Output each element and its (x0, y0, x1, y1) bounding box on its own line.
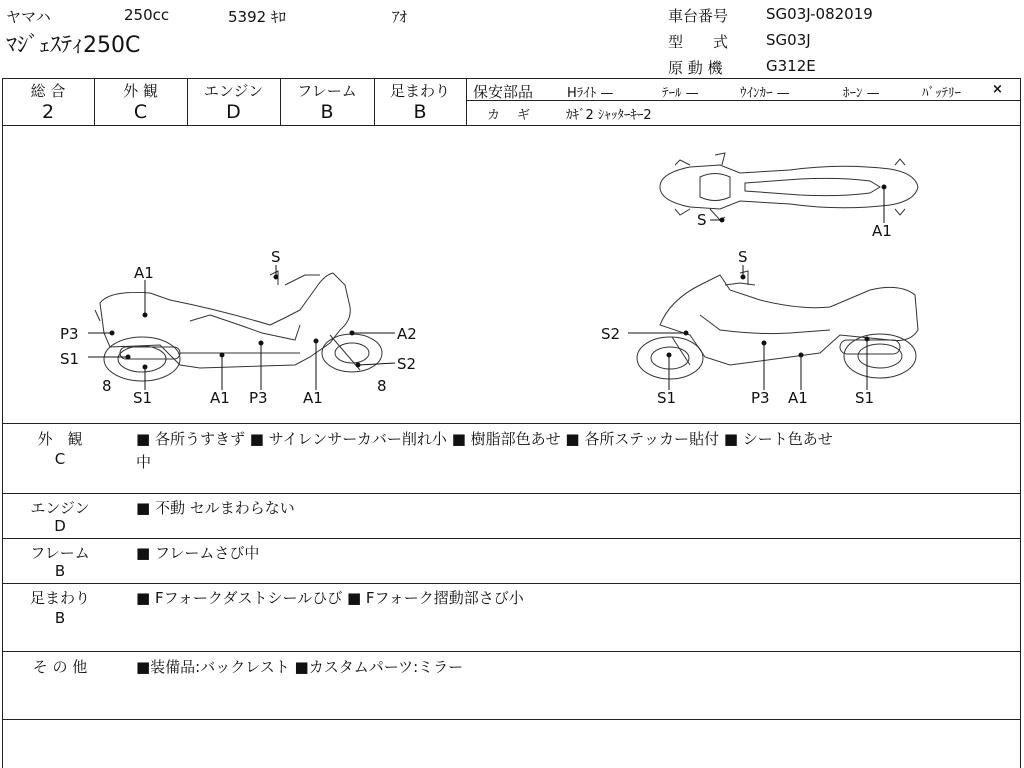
section-engine-text: ■ 不動 セルまわらない (136, 499, 295, 517)
grade-suspension-label: 足まわり (389, 82, 450, 100)
parts-winker: ｳｲﾝｶｰ — (740, 86, 790, 101)
grade-engine-label: エンジン (203, 82, 264, 100)
section-suspension-grade: B (54, 609, 66, 627)
displacement: 250cc (124, 6, 170, 24)
grade-total-label: 総 合 (30, 82, 66, 100)
color: ｱｵ (392, 8, 408, 26)
grade-exterior-value: C (133, 101, 148, 123)
section-other-text: ■装備品:バックレスト ■カスタムパーツ:ミラー (136, 658, 464, 676)
parts-tail: ﾃｰﾙ — (662, 86, 699, 101)
section-suspension-title: 足まわり (29, 589, 90, 607)
label-left-s2: S2 (397, 355, 417, 373)
label-left-a1-bottom: A1 (210, 389, 230, 407)
label-left-8: 8 (102, 377, 112, 395)
key-value: ｶｷﾞ2 ｼｬｯﾀｰｷｰ2 (566, 108, 652, 123)
section-exterior-grade: C (54, 450, 66, 468)
scooter-right-side-illustration (637, 271, 918, 379)
label-left-p3-bottom: P3 (249, 389, 268, 407)
section-frame-text: ■ フレームさび中 (136, 544, 260, 562)
type-value: SG03J (766, 31, 811, 49)
parts-battery-mark: × (992, 82, 1003, 97)
label-left-s-top: S (271, 248, 281, 266)
parts-label: 保安部品 (473, 83, 534, 101)
label-left-a2: A2 (397, 325, 417, 343)
scooter-left-side-illustration (95, 271, 382, 381)
section-suspension-text: ■ Fフォークダストシールひび ■ Fフォーク摺動部さび小 (136, 589, 524, 607)
label-right-s2: S2 (601, 325, 621, 343)
label-right-s1: S1 (657, 389, 677, 407)
section-frame-title: フレーム (30, 544, 90, 562)
maker: ヤマハ (6, 8, 51, 26)
grade-engine-value: D (226, 101, 241, 123)
type-label: 型 式 (668, 33, 729, 51)
label-top-a1: A1 (872, 222, 892, 240)
grade-suspension-value: B (413, 101, 427, 123)
label-left-8-right: 8 (377, 377, 387, 395)
label-right-p3: P3 (751, 389, 770, 407)
grade-frame-label: フレーム (297, 82, 357, 100)
label-right-s: S (738, 248, 748, 266)
label-left-p3: P3 (60, 325, 79, 343)
section-exterior-text2: 中 (136, 453, 152, 471)
damage-diagram (0, 125, 1024, 425)
label-left-s1: S1 (60, 350, 80, 368)
grade-frame-value: B (320, 101, 334, 123)
label-top-s: S (697, 211, 707, 229)
label-right-a1: A1 (788, 389, 808, 407)
grade-exterior-label: 外 観 (123, 82, 158, 100)
frame-no: SG03J-082019 (766, 5, 873, 23)
scooter-top-view-illustration (660, 153, 918, 220)
mileage: 5392 ｷﾛ (228, 8, 286, 26)
section-other-title: そ の 他 (32, 658, 88, 676)
parts-horn: ﾎｰﾝ — (843, 86, 880, 101)
section-engine-title: エンジン (30, 499, 90, 517)
label-left-a1-top: A1 (134, 264, 154, 282)
grade-total-value: 2 (41, 101, 55, 123)
section-engine-grade: D (54, 517, 66, 535)
parts-headlight: Hﾗｲﾄ — (567, 86, 614, 101)
model-name: ﾏｼﾞｪｽﾃｨ250C (6, 33, 141, 58)
engine-label: 原 動 機 (668, 59, 723, 77)
label-left-s1-bottom: S1 (133, 389, 153, 407)
frame-no-label: 車台番号 (668, 7, 729, 25)
key-label: カ ギ (487, 108, 533, 123)
section-exterior-title: 外 観 (37, 430, 83, 448)
parts-battery: ﾊﾞｯﾃﾘｰ (922, 86, 961, 101)
section-exterior-text: ■ 各所うすきず ■ サイレンサーカバー削れ小 ■ 樹脂部色あせ ■ 各所ステッカー貼付 ■ シート色あせ (136, 430, 833, 448)
section-frame-grade: B (54, 562, 66, 580)
label-left-a1-bottom2: A1 (303, 389, 323, 407)
label-right-s1-rear: S1 (855, 389, 875, 407)
engine-value: G312E (766, 57, 816, 75)
